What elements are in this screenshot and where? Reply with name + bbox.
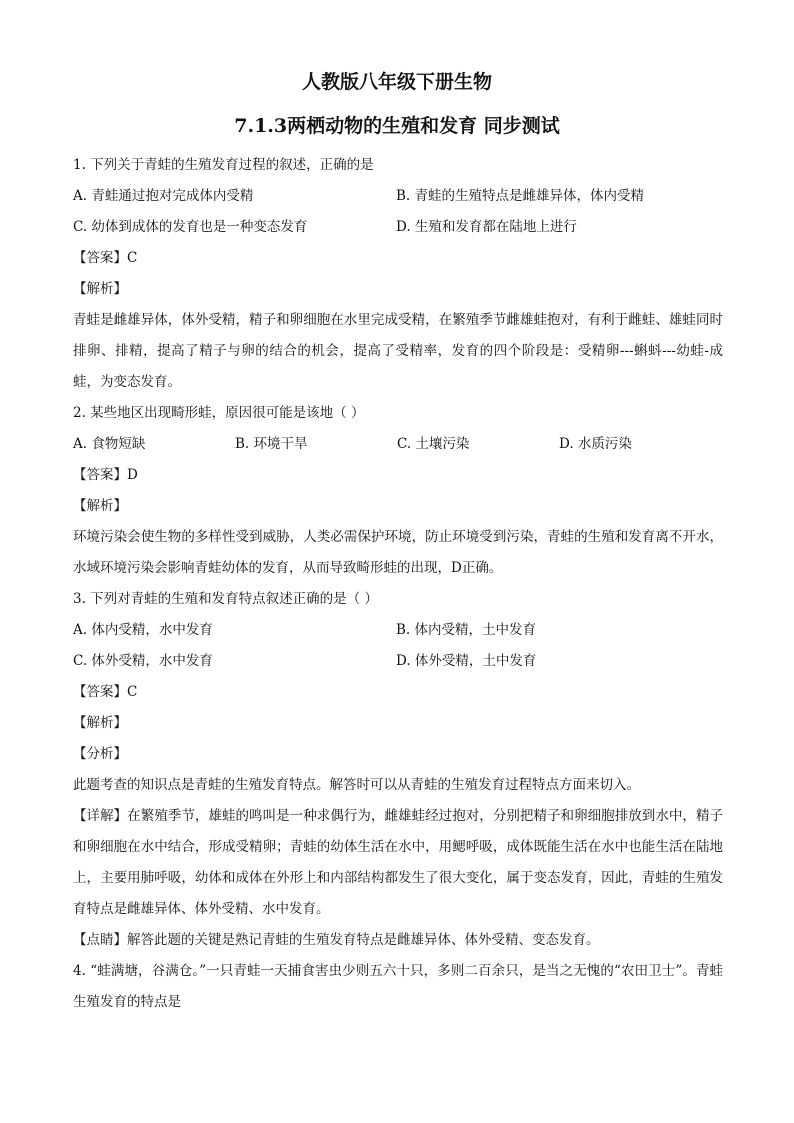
question-1-options-row-2 (73, 212, 723, 243)
question-2-option-d: D. 水质污染 (559, 436, 632, 452)
question-3-options-row-1 (73, 615, 723, 646)
question-3-detail: 【详解】在繁殖季节，雄蛙的鸣叫是一种求偶行为，雌雄蛙经过抱对，分别把精子和卵细胞排放到水中，精子和卵细胞在水中结合，形成受精卵；青蛙的幼体生活在水中，用鳃呼吸，成体既能生活在水中也能生活在陆地上，主要用肺呼吸，幼体和成体在外形上和内部结构都发生了很大变化，属于变态发育，因此，青蛙的生殖发育特点是雌雄异体、体外受精、水中发育。 (73, 808, 723, 917)
question-3-analysis-label: 【解析】 (73, 715, 127, 731)
question-2-option-b: B. 环境干旱 (235, 436, 308, 452)
question-1-analysis: 青蛙是雌雄异体，体外受精，精子和卵细胞在水里完成受精，在繁殖季节雌雄蛙抱对，有利于雌蛙、雄蛙同时排卵、排精，提高了精子与卵的结合的机会，提高了受精率，发育的四个阶段是：受精卵---蝌蚪---幼蛙-成蛙，为变态发育。 (73, 312, 723, 390)
question-1-option-c: C. 幼体到成体的发育也是一种变态发育 (73, 219, 308, 235)
question-list (73, 150, 723, 1018)
question-3-answer: 【答案】C (73, 684, 138, 700)
question-2-options (73, 429, 723, 460)
question-3-options-row-2 (73, 646, 723, 677)
question-1-analysis-label: 【解析】 (73, 281, 127, 297)
question-3-option-d: D. 体外受精，土中发育 (396, 653, 537, 669)
question-3-option-b: B. 体内受精，土中发育 (396, 622, 537, 638)
question-3-option-c: C. 体外受精，水中发育 (73, 653, 213, 669)
question-2-analysis: 环境污染会使生物的多样性受到威胁，人类必需保护环境，防止环境受到污染，青蛙的生殖和发育离不开水，水域环境污染会影响青蛙幼体的发育，从而导致畸形蛙的出现，D正确。 (73, 529, 723, 576)
question-3-fenxi-label: 【分析】 (73, 746, 127, 762)
question-1-stem: 1. 下列关于青蛙的生殖发育过程的叙述，正确的是 (73, 157, 374, 173)
question-3-option-a: A. 体内受精，水中发育 (73, 622, 213, 638)
question-2-option-c: C. 土壤污染 (397, 436, 470, 452)
question-3-stem: 3. 下列对青蛙的生殖和发育特点叙述正确的是（ ） (73, 591, 378, 607)
question-2-analysis-label: 【解析】 (73, 498, 127, 514)
question-1-option-d: D. 生殖和发育都在陆地上进行 (396, 219, 577, 235)
question-1-answer: 【答案】C (73, 250, 138, 266)
question-2-option-a: A. 食物短缺 (73, 436, 146, 452)
question-1-options-row-1 (73, 181, 723, 212)
page-subtitle: 7.1.3两栖动物的生殖和发育 同步测试 (234, 115, 560, 137)
question-3-dianjing: 【点睛】解答此题的关键是熟记青蛙的生殖发育特点是雌雄异体、体外受精、变态发育。 (73, 932, 600, 948)
question-2-answer: 【答案】D (73, 467, 138, 483)
question-2-stem: 2. 某些地区出现畸形蛙，原因很可能是该地（ ） (73, 405, 365, 421)
question-1-option-a: A. 青蛙通过抱对完成体内受精 (73, 188, 254, 204)
question-4-stem: 4. “蛙满塘，谷满仓。”一只青蛙一天捕食害虫少则五六十只，多则二百余只，是当之无愧的“农田卫士”。青蛙生殖发育的特点是 (73, 963, 723, 1010)
question-3-fenxi: 此题考查的知识点是青蛙的生殖发育特点。解答时可以从青蛙的生殖发育过程特点方面来切入。 (73, 777, 640, 793)
question-1-option-b: B. 青蛙的生殖特点是雌雄异体，体内受精 (396, 188, 645, 204)
page-title: 人教版八年级下册生物 (301, 71, 492, 93)
